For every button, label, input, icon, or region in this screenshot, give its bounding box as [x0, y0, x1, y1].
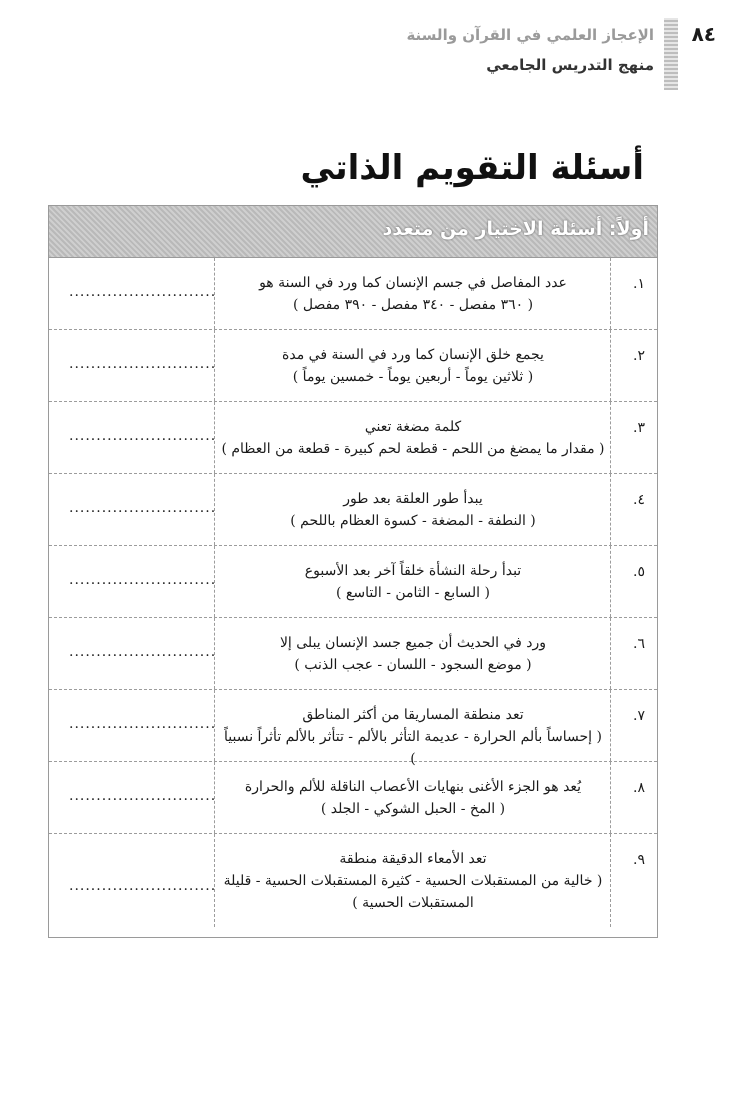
- question-row: [49, 546, 657, 618]
- section-title: أولاً: أسئلة الاختيار من متعدد: [382, 218, 649, 240]
- page-number: ٨٤: [691, 22, 716, 46]
- question-text: كلمة مضغة تعني: [364, 419, 462, 435]
- page-title: أسئلة التقويم الذاتي: [300, 148, 644, 188]
- answer-blank[interactable]: ...........................: [69, 356, 217, 372]
- answer-blank[interactable]: ...........................: [69, 878, 217, 894]
- question-number: ٥.: [633, 564, 645, 580]
- answer-blank[interactable]: ...........................: [69, 572, 217, 588]
- question-options: ( خالية من المستقبلات الحسية - كثيرة المستقبلات الحسية - قليلة المستقبلات الحسية ): [223, 873, 603, 911]
- mcq-table: [48, 205, 658, 938]
- page-header: [0, 18, 736, 88]
- question-row: [49, 690, 657, 767]
- question-options: ( السابع - الثامن - التاسع ): [336, 585, 490, 601]
- question-number: ٩.: [633, 852, 645, 868]
- question-options: ( النطفة - المضغة - كسوة العظام باللحم ): [290, 513, 536, 529]
- question-number: ٨.: [633, 780, 645, 796]
- answer-blank[interactable]: ...........................: [69, 428, 217, 444]
- question-number: ١.: [633, 276, 645, 292]
- question-options: ( ثلاثين يوماً - أربعين يوماً - خمسين يوماً ): [292, 369, 534, 385]
- question-text: ورد في الحديث أن جميع جسد الإنسان يبلى إلا: [279, 635, 547, 651]
- question-number: ٤.: [633, 492, 645, 508]
- question-options: ( المخ - الحبل الشوكي - الجلد ): [320, 801, 506, 817]
- series-title: منهج التدريس الجامعي: [486, 56, 654, 74]
- question-options: ( موضع السجود - اللسان - عجب الذنب ): [294, 657, 532, 673]
- question-options: ( إحساساً بألم الحرارة - عديمة التأثر بالألم - تتأثر بالألم تأثراً نسبياً ): [224, 729, 602, 767]
- section-header: [49, 206, 657, 258]
- header-decorative-bar: [664, 18, 678, 90]
- question-row: [49, 762, 657, 834]
- question-text: يُعد هو الجزء الأغنى بنهايات الأعصاب الناقلة للألم والحرارة: [244, 779, 582, 795]
- question-row: [49, 330, 657, 402]
- question-row: [49, 834, 657, 927]
- question-row: [49, 474, 657, 546]
- question-text: تبدأ رحلة النشأة خلقاً آخر بعد الأسبوع: [304, 563, 522, 579]
- answer-blank[interactable]: ...........................: [69, 716, 217, 732]
- question-text: عدد المفاصل في جسم الإنسان كما ورد في السنة هو: [259, 275, 567, 291]
- book-title: الإعجاز العلمي في القرآن والسنة: [406, 26, 654, 44]
- question-text: تعد الأمعاء الدقيقة منطقة: [339, 851, 487, 867]
- question-number: ٦.: [633, 636, 645, 652]
- question-number: ٢.: [633, 348, 645, 364]
- question-row: [49, 402, 657, 474]
- answer-blank[interactable]: ...........................: [69, 500, 217, 516]
- question-text: يجمع خلق الإنسان كما ورد في السنة في مدة: [282, 347, 544, 363]
- question-number: ٧.: [633, 708, 645, 724]
- answer-blank[interactable]: ...........................: [69, 644, 217, 660]
- answer-blank[interactable]: ...........................: [69, 284, 217, 300]
- question-row: [49, 618, 657, 690]
- answer-blank[interactable]: ...........................: [69, 788, 217, 804]
- question-options: ( ٣٦٠ مفصل - ٣٤٠ مفصل - ٣٩٠ مفصل ): [292, 297, 534, 313]
- question-row: [49, 258, 657, 330]
- question-text: يبدأ طور العلقة بعد طور: [343, 491, 483, 507]
- question-text: تعد منطقة المساريقا من أكثر المناطق: [302, 707, 524, 723]
- question-options: ( مقدار ما يمضغ من اللحم - قطعة لحم كبيرة - قطعة من العظام ): [221, 441, 605, 457]
- question-number: ٣.: [633, 420, 645, 436]
